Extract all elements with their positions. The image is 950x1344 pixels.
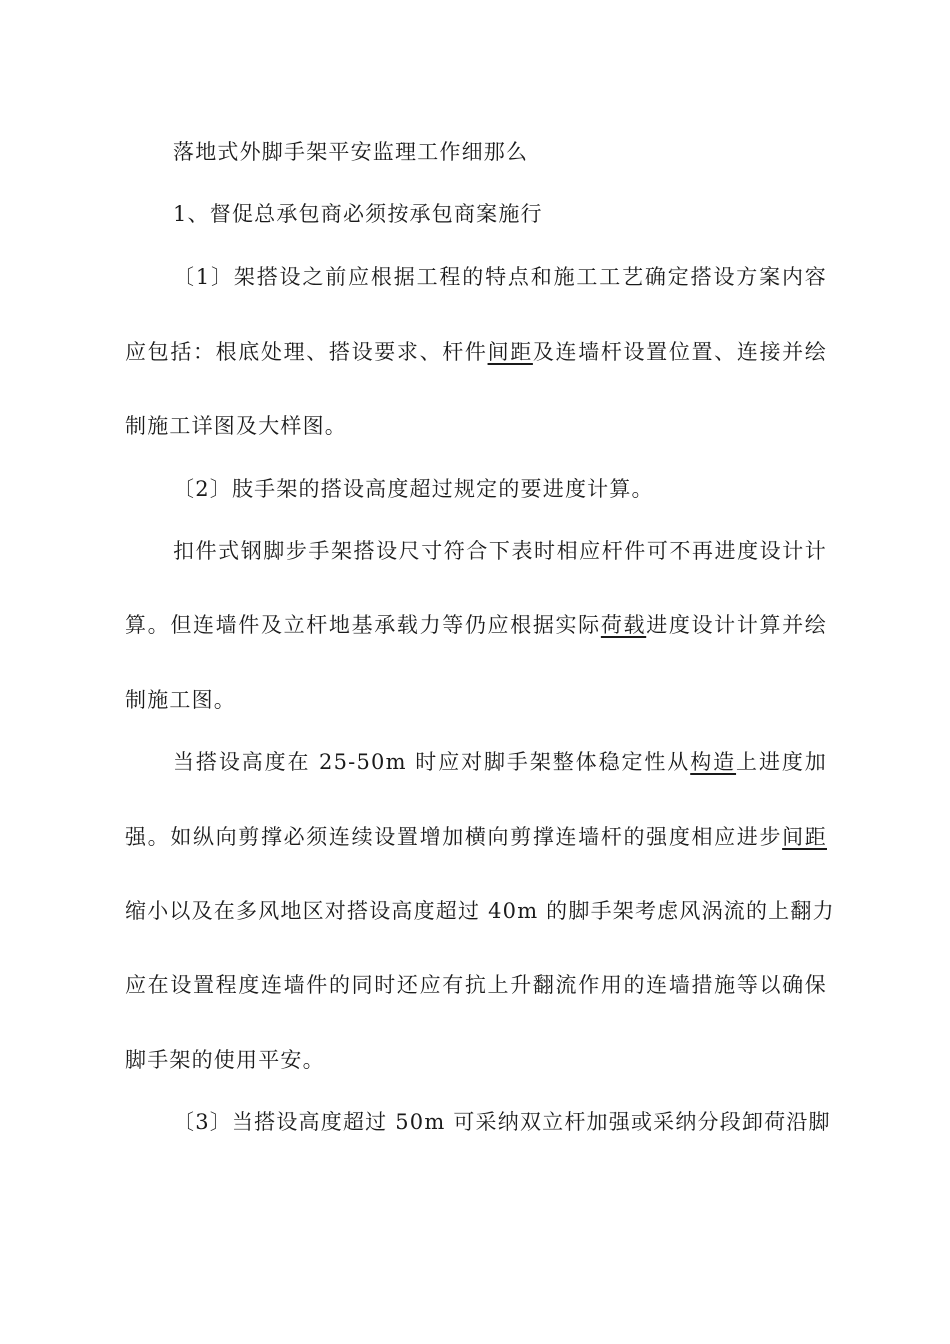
underlined-term: 间距 (487, 340, 533, 364)
text-run: 上进度加 (736, 750, 827, 774)
text-run: 强。如纵向剪撑必须连续设置增加横向剪撑连墙杆的强度相应进步 (125, 825, 783, 849)
section-heading: 1、督促总承包商必须按承包商案施行 (173, 202, 543, 226)
paragraph-line (125, 823, 827, 851)
paragraph-line: 制施工详图及大样图。 (125, 414, 347, 438)
paragraph-line: 〔1〕架搭设之前应根据工程的特点和施工工艺确定搭设方案内容 (173, 265, 827, 289)
paragraph-line: 〔2〕肢手架的搭设高度超过规定的要进度计算。 (173, 477, 654, 501)
text-run: 应包括：根底处理、搭设要求、杆件 (125, 340, 488, 364)
text-run: 算。但连墙件及立杆地基承载力等仍应根据实际 (125, 613, 601, 637)
paragraph-line: 脚手架的使用平安。 (125, 1048, 325, 1072)
paragraph-line (125, 338, 827, 366)
text-run: 进度设计计算并绘 (646, 613, 828, 637)
paragraph-line: 扣件式钢脚步手架搭设尺寸符合下表时相应杆件可不再进度设计计 (173, 539, 827, 563)
paragraph-line (173, 748, 827, 776)
document-title: 落地式外脚手架平安监理工作细那么 (173, 140, 529, 164)
underlined-term: 构造 (690, 750, 737, 774)
text-run: 当搭设高度在 25-50m 时应对脚手架整体稳定性从 (173, 750, 691, 774)
paragraph-line: 缩小以及在多风地区对搭设高度超过 40m 的脚手架考虑风涡流的上翻力 (125, 899, 835, 923)
paragraph-line: 制施工图。 (125, 688, 236, 712)
underlined-term: 间距 (782, 825, 827, 849)
underlined-term: 荷载 (600, 613, 647, 637)
text-run: 及连墙杆设置位置、连接并绘 (532, 340, 828, 364)
paragraph-line (125, 611, 827, 639)
paragraph-line: 应在设置程度连墙件的同时还应有抗上升翻流作用的连墙措施等以确保 (125, 973, 827, 997)
paragraph-line: 〔3〕当搭设高度超过 50m 可采纳双立杆加强或采纳分段卸荷沿脚 (173, 1110, 831, 1134)
